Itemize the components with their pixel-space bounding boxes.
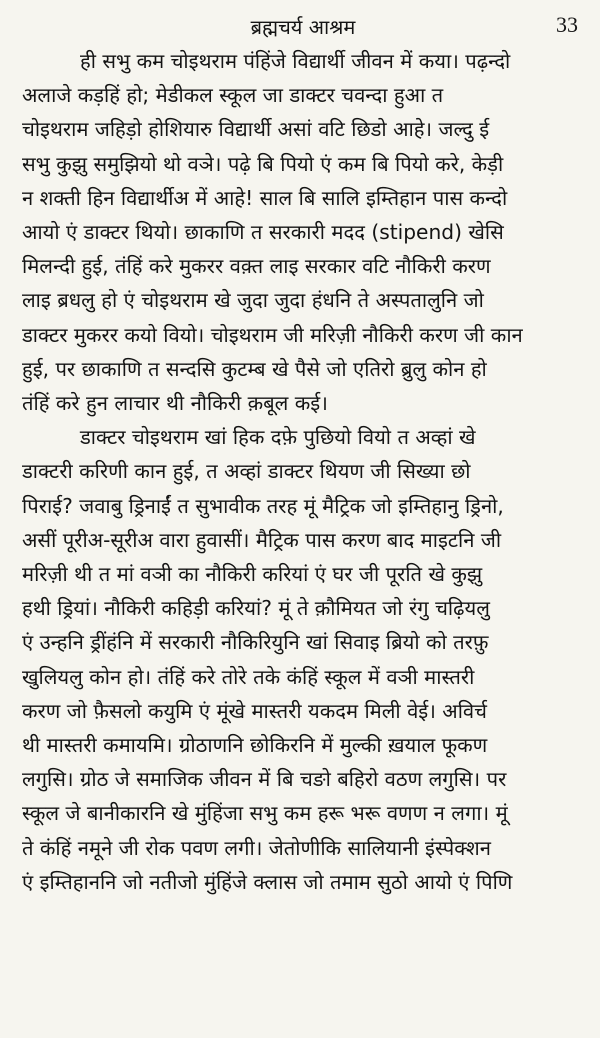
text-line: आयो एं डाक्टर थियो। छाकाणि त सरकारी मदद (stipend) खेसि bbox=[22, 220, 504, 245]
running-header bbox=[22, 4, 584, 44]
text-line: हथी ड्रियां। नौकिरी कहिड़ी करियां? मूं ते क़ौमियत जो रंगु चढ़ियलु bbox=[22, 596, 490, 621]
text-line: हुई, पर छाकाणि त सन्दसि कुटम्ब खे पैसे जो एतिरो ब्रुलु कोन हो bbox=[22, 356, 487, 381]
text-line: ते कंहिं नमूने जी रोक पवण लगी। जेतोणीकि सालियानी इंस्पेक्शन bbox=[22, 835, 491, 860]
text-line: थी मास्तरी कमायमि। ग्रोठाणनि छोकिरनि में मुल्की ख़याल फूकण bbox=[22, 733, 488, 758]
text-line: चोइथराम जहिड़ो होशियारु विद्यार्थी असां वटि छिडो आहे। जल्दु ई bbox=[22, 117, 490, 142]
running-title: ब्रह्मचर्य आश्रम bbox=[250, 15, 356, 39]
text-line: लगुसि। ग्रोठ जे समाजिक जीवन में बि चङो बहिरो वठण लगुसि। पर bbox=[22, 767, 507, 792]
text-line: न शक्ती हिन विद्यार्थीअ में आहे! साल बि सालि इम्तिहान पास कन्दो bbox=[22, 185, 508, 210]
text-line: डाक्टर मुकरर कयो वियो। चोइथराम जी मरिज़ी नौकिरी करण जी कान bbox=[22, 322, 523, 347]
text-line: एं इम्तिहाननि जो नतीजो मुंहिंजे क्लास जो तमाम सुठो आयो एं पिणि bbox=[22, 869, 513, 894]
text-line: अलाजे कड़हिं हो; मेडीकल स्कूल जा डाक्टर चवन्दा हुआ त bbox=[22, 83, 444, 108]
text-line: असीं पूरीअ-सूरीअ वारा हुवासीं। मैट्रिक पास करण बाद माइटनि जी bbox=[22, 527, 502, 552]
paragraph-2 bbox=[22, 420, 584, 899]
text-line: सभु कुझु समुझियो थो वञे। पढ़े बि पियो एं कम बि पियो करे, केड़ी bbox=[22, 151, 504, 176]
text-line: ही सभु कम चोइथराम पंहिंजे विद्यार्थी जीवन में कया। पढ़न्दो bbox=[80, 49, 511, 73]
text-line: मरिज़ी थी त मां वञी का नौकिरी करियां एं घर जी पूरति खे कुझु bbox=[22, 562, 483, 587]
text-line: डाक्टर चोइथराम खां हिक दफ़े पुछियो वियो त अव्हां खे bbox=[80, 425, 476, 450]
text-line: लाइ ब्रधलु हो एं चोइथराम खे जुदा जुदा हंधनि ते अस्पतालुनि जो bbox=[22, 288, 484, 313]
text-line: स्कूल जे बानीकारनि खे मुंहिंजा सभु कम हरू भरू वणण न लगा। मूं bbox=[22, 801, 508, 826]
text-line: तंहिं करे हुन लाचार थी नौकिरी क़बूल कई। bbox=[22, 391, 328, 416]
text-line: मिलन्दी हुई, तंहिं करे मुकरर वक़्त लाइ सरकार वटि नौकिरी करण bbox=[22, 254, 491, 279]
paragraph-1 bbox=[22, 44, 584, 420]
text-line: खुलियलु कोन हो। तंहिं करे तोरे तके कंहिं स्कूल में वञी मास्तरी bbox=[22, 664, 475, 689]
text-line: पिराई? जवाबु ड्रिनाईं त सुभावीक तरह मूं मैट्रिक जो इम्तिहानु ड्रिनो, bbox=[22, 493, 504, 518]
text-line: एं उन्हनि ड्रींहंनि में सरकारी नौकिरियुनि खां सिवाइ ब्रियो को तरफ़ु bbox=[22, 630, 489, 655]
body-text bbox=[22, 44, 584, 899]
text-line: डाक्टरी करिणी कान हुई, त अव्हां डाक्टर थियण जी सिख्या छो bbox=[22, 459, 471, 484]
page-number: 33 bbox=[556, 12, 578, 37]
text-line: करण जो फ़ैसलो कयुमि एं मूंखे मास्तरी यकदम मिली वेई। अविर्च bbox=[22, 698, 487, 723]
